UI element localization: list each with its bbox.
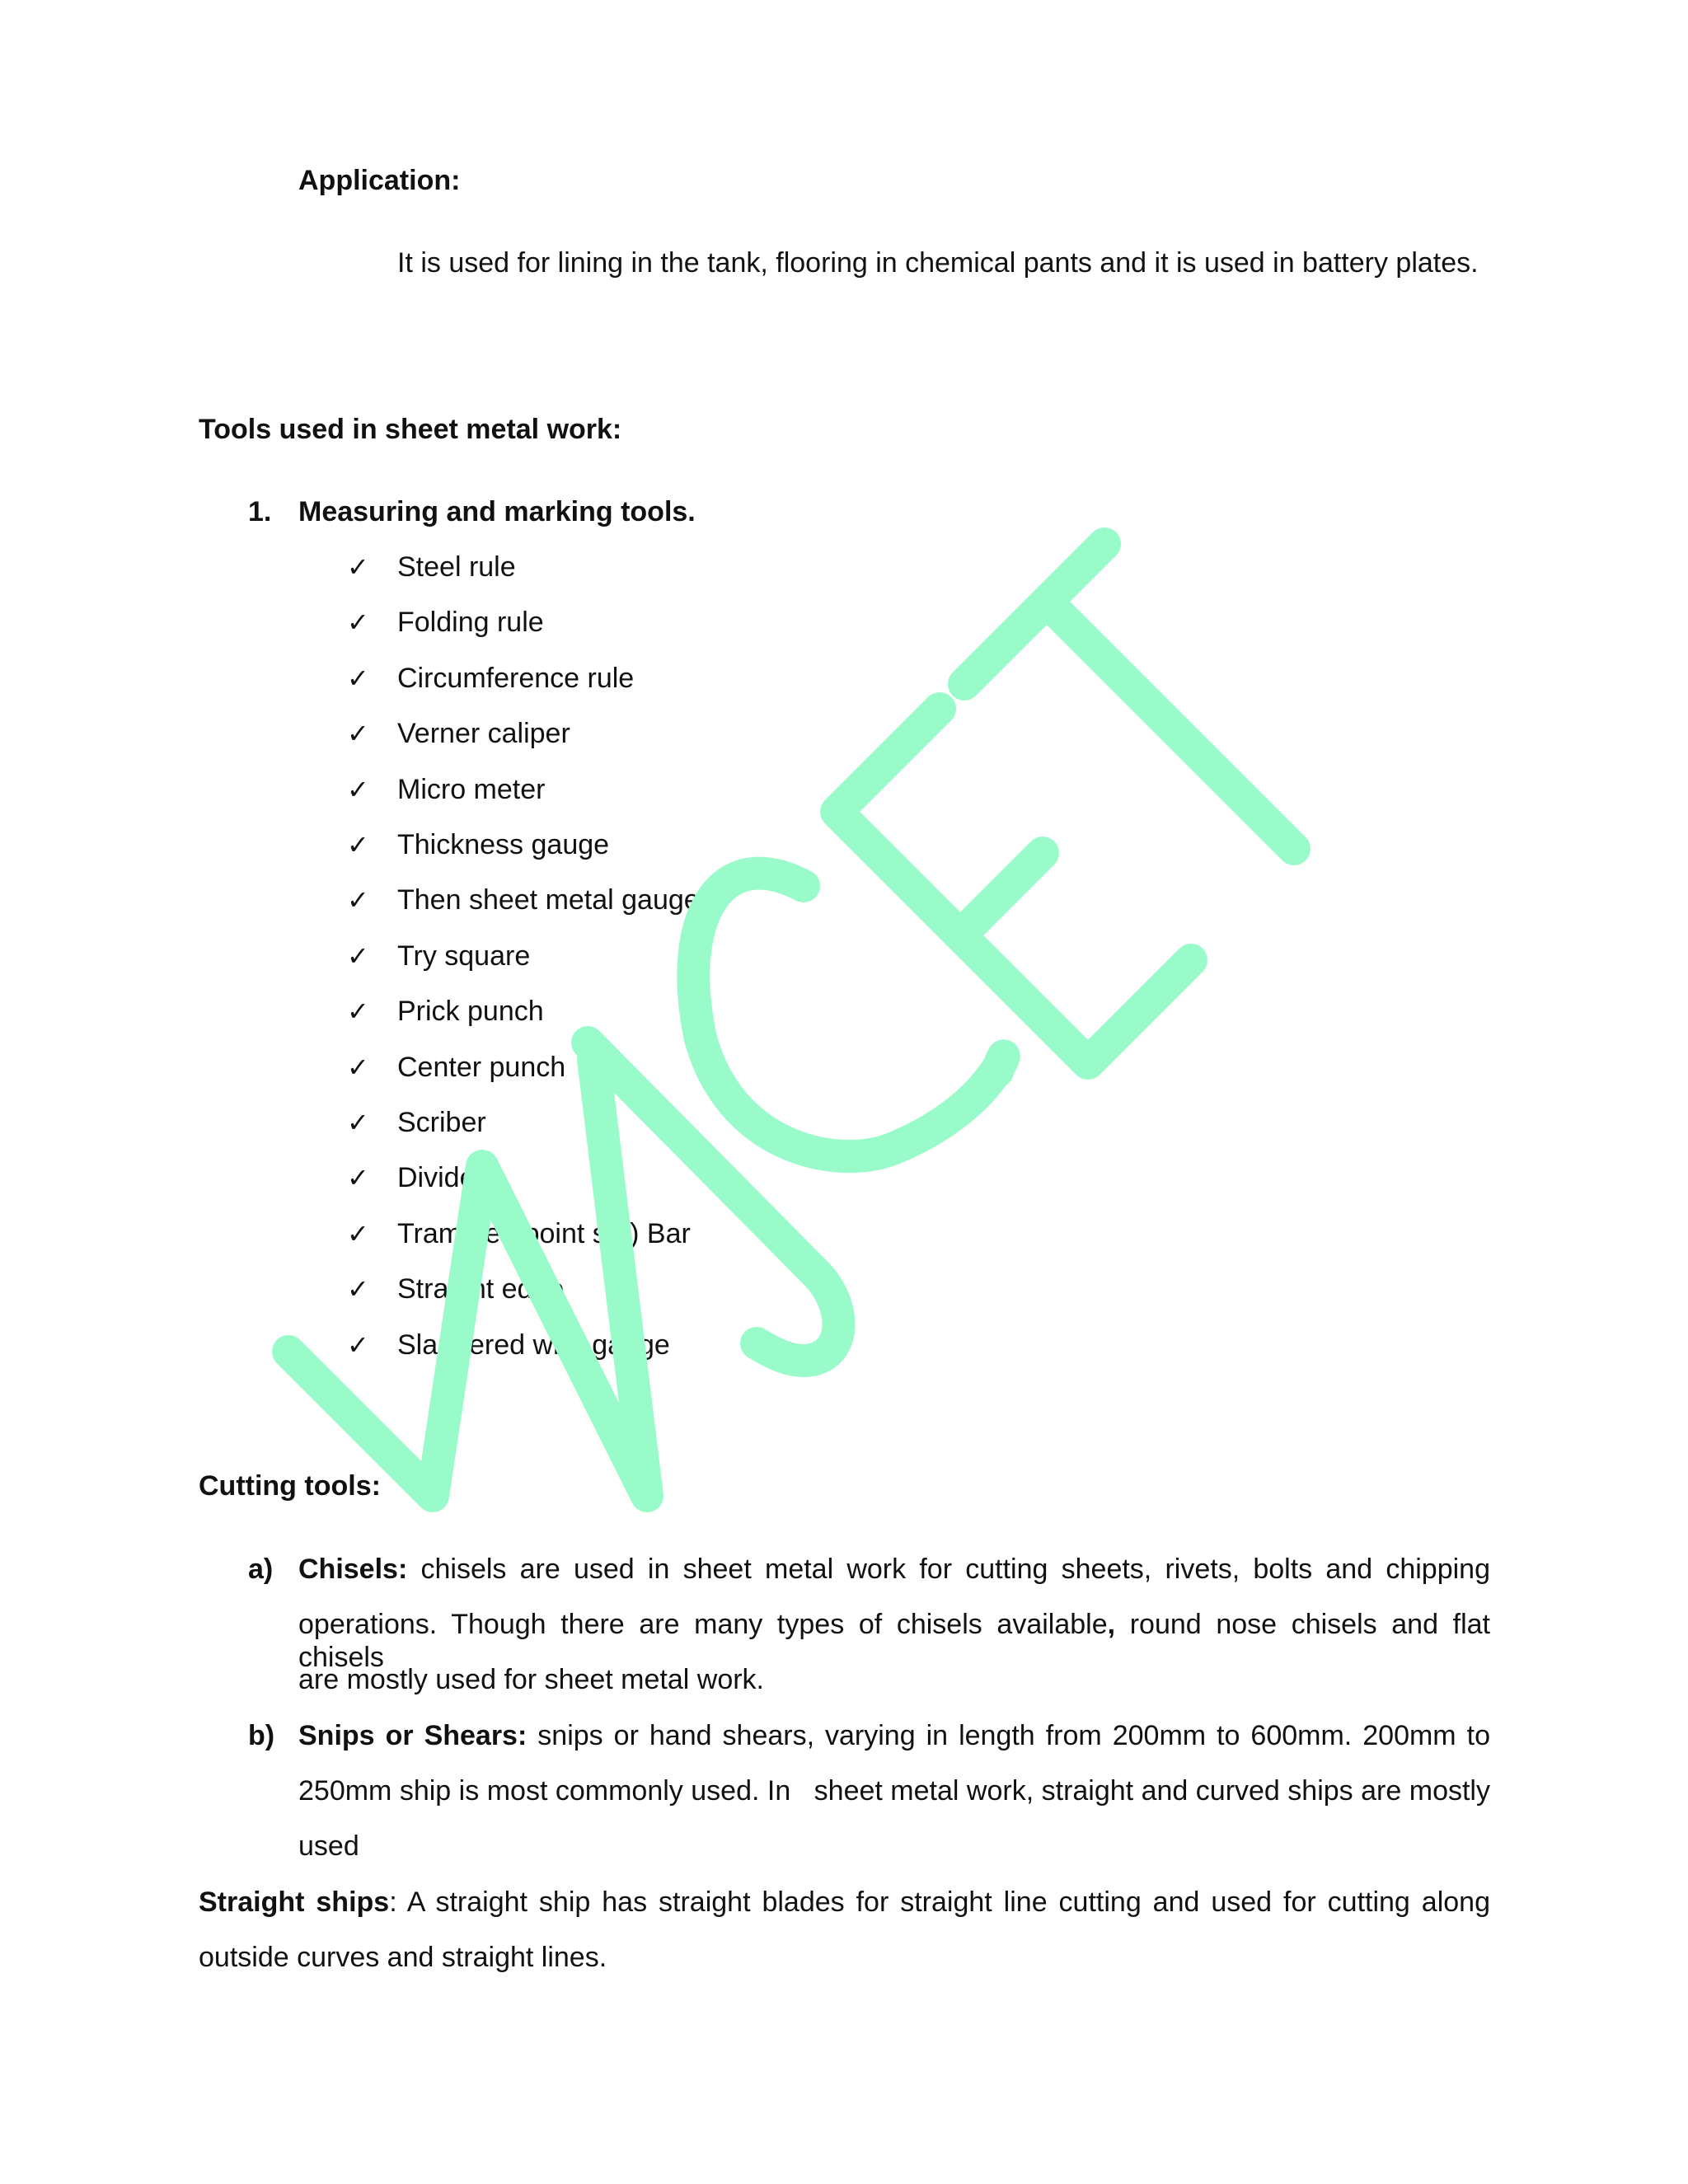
check-icon: ✓ — [347, 1162, 369, 1193]
list-item: Prick punch — [397, 996, 544, 1027]
chisels-term: Chisels: — [298, 1554, 408, 1585]
list-item: Center punch — [397, 1052, 566, 1083]
check-icon: ✓ — [347, 1052, 369, 1083]
chisels-line-3: are mostly used for sheet metal work. — [298, 1664, 765, 1695]
list-item: Thickness gauge — [397, 829, 610, 860]
snips-line-2: 250mm ship is most commonly used. In sheet metal work, straight and curved ships are mostly — [298, 1775, 1490, 1807]
list-item: Micro meter — [397, 774, 546, 805]
check-icon: ✓ — [347, 884, 369, 916]
straight-ships-text-1: : A straight ship has straight blades for straight line cutting and used for cutting along — [389, 1886, 1490, 1918]
list-item: Divider — [397, 1162, 485, 1193]
check-icon: ✓ — [347, 1218, 369, 1249]
list-item: Try square — [397, 940, 531, 972]
watermark-letter-t — [964, 544, 1294, 849]
watermark-letter-e — [837, 709, 1191, 1063]
straight-ships-line-2: outside curves and straight lines. — [199, 1942, 607, 1973]
snips-term: Snips or Shears: — [298, 1720, 528, 1751]
watermark-letter-j — [588, 1043, 839, 1361]
item-b-marker: b) — [248, 1720, 275, 1751]
check-icon: ✓ — [347, 718, 369, 749]
application-text: It is used for lining in the tank, flooring in chemical pants and it is used in battery plates. — [397, 247, 1479, 279]
chisels-text-2a: operations. Though there are many types of chisels available — [298, 1609, 1108, 1640]
snips-text-1: snips or hand shears, varying in length from 200mm to 600mm. 200mm to — [537, 1720, 1490, 1751]
cutting-heading: Cutting tools: — [199, 1470, 381, 1502]
check-icon: ✓ — [347, 663, 369, 694]
list-item: Circumference rule — [397, 663, 635, 694]
list-item: Verner caliper — [397, 718, 570, 749]
tools-heading: Tools used in sheet metal work: — [199, 414, 622, 445]
list-item: Straight edge — [397, 1273, 565, 1305]
watermark-letter-c — [693, 874, 1003, 1156]
check-icon: ✓ — [347, 774, 369, 805]
chisels-text-1: chisels are used in sheet metal work for cutting sheets, rivets, bolts and chipping — [420, 1554, 1490, 1585]
straight-ships-line-1 — [199, 1886, 1490, 1919]
list-item: Folding rule — [397, 607, 544, 638]
snips-line-3: used — [298, 1830, 359, 1862]
snips-line-1 — [298, 1719, 1490, 1752]
chisels-line-1 — [298, 1553, 1490, 1586]
section-title: Measuring and marking tools. — [298, 496, 696, 527]
check-icon: ✓ — [347, 829, 369, 860]
list-item: Scriber — [397, 1107, 486, 1138]
item-a-marker: a) — [248, 1554, 274, 1585]
straight-ships-term: Straight ships — [199, 1886, 390, 1918]
list-item: Slandered wire gauge — [397, 1329, 670, 1361]
list-item: Then sheet metal gauge. — [397, 884, 708, 916]
check-icon: ✓ — [347, 1273, 369, 1305]
list-item: Steel rule — [397, 551, 516, 583]
application-heading: Application: — [298, 165, 461, 196]
chisels-text-2b: round nose chisels and flat chisels — [298, 1609, 1490, 1673]
check-icon: ✓ — [347, 1329, 369, 1361]
check-icon: ✓ — [347, 940, 369, 972]
check-icon: ✓ — [347, 996, 369, 1027]
list-item: Trammel (point set) Bar — [397, 1218, 691, 1249]
check-icon: ✓ — [347, 607, 369, 638]
check-icon: ✓ — [347, 551, 369, 583]
section-number: 1. — [248, 496, 272, 527]
chisels-comma: , — [1107, 1609, 1116, 1640]
check-icon: ✓ — [347, 1107, 369, 1138]
